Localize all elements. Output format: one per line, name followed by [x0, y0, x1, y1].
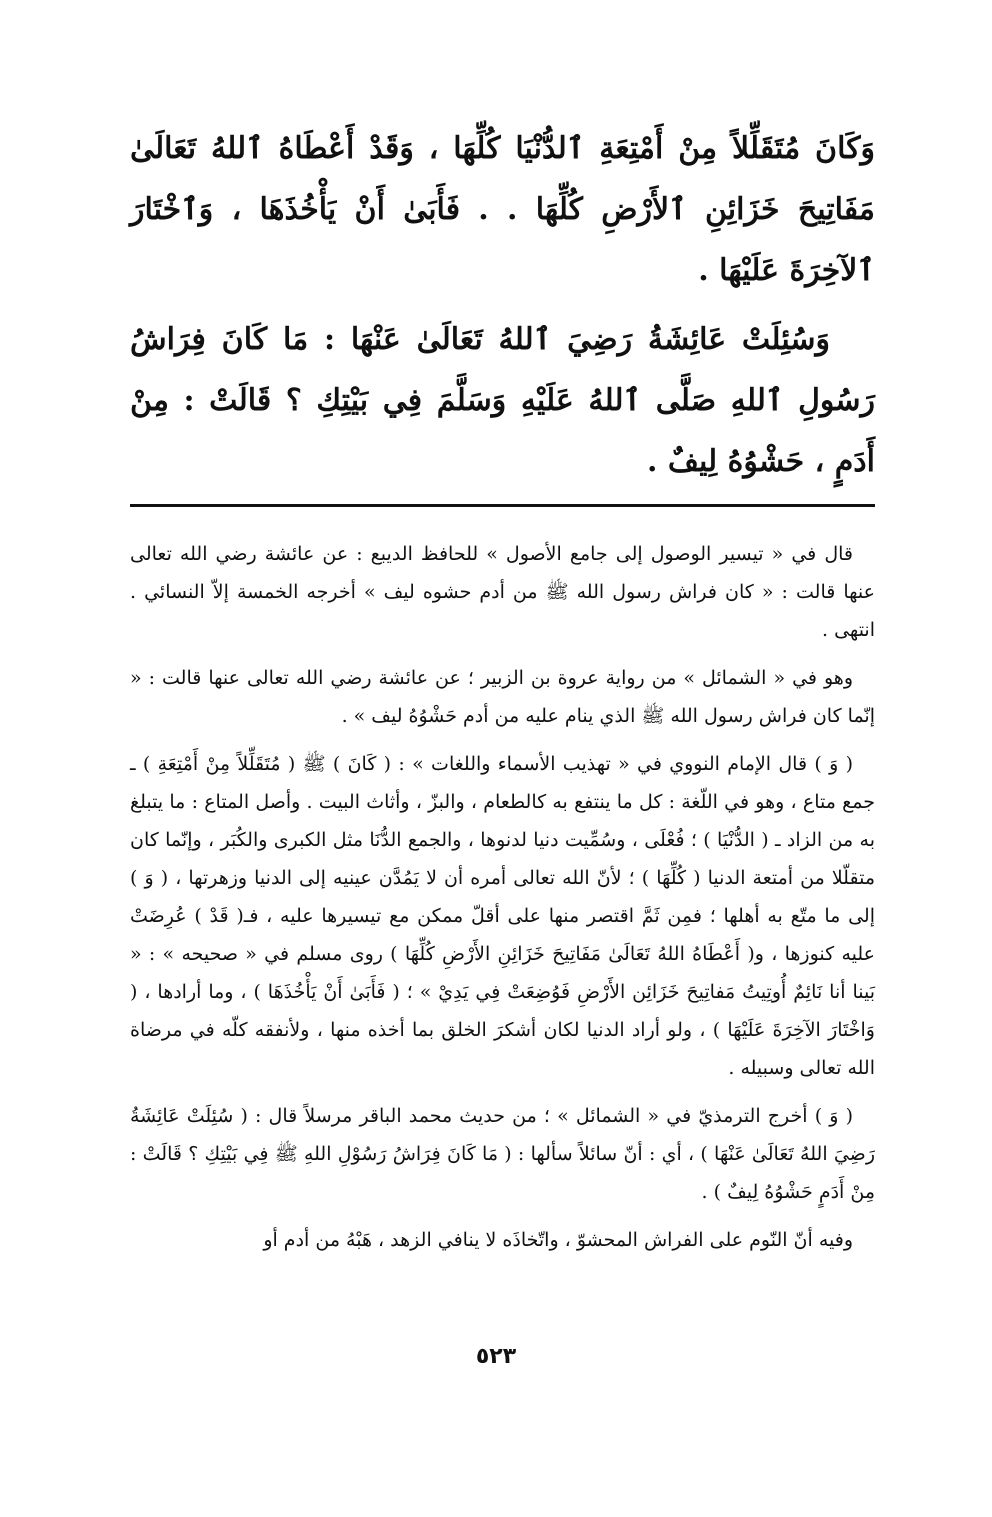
- commentary-paragraph-3: ( وَ ) قال الإمام النووي في « تهذيب الأسماء واللغات » : ( كَانَ ) ﷺ ( مُتَقَلِّلاً مِنْ أَمْتِعَةِ ) ـ جمع متاع ، وهو في اللّغة : كل ما ينتفع به كالطعام ، والبزّ ، وأثاث البيت . وأصل المتاع : ما يتبلغ به من الزاد ـ ( الدُّنْيَا ) ؛ فُعْلَى ، وسُمِّيت دنيا لدنوها ، والجمع الدُّنَا مثل الكبرى والكُبَر ، وإنّما كان متقلّلا من أمتعة الدنيا ( كُلِّهَا ) ؛ لأنّ الله تعالى أمره أن لا يَمُدَّن عينيه إلى الدنيا وزهرتها ، ( وَ ) إلى ما متّع به أهلها ؛ فمِن ثَمَّ اقتصر منها على أقلّ ممكن مع تيسيرها عليه ، فـ( قَدْ ) عُرِضَتْ عليه كنوزها ، و( أَعْطَاهُ اللهُ تَعَالَىٰ مَفَاتِيحَ خَزَائِنِ الأَرْضِ كُلِّهَا ) روى مسلم في « صحيحه » : « بَينا أنا نَائِمٌ أُوتِيتُ مَفاتِيحَ خَزَائِن الأَرْضِ فَوُضِعَتْ فِي يَدِيْ » ؛ ( فَأَبَىٰ أَنْ يَأْخُذَهَا ) ، وما أرادها ، ( وَاخْتَارَ الآخِرَةَ عَلَيْهَا ) ، ولو أراد الدنيا لكان أشكرَ الخلق بما أخذه منها ، ولأنفقه كلّه في مرضاة الله تعالى وسبيله .: [130, 753, 875, 1079]
- main-paragraph-1: وَكَانَ مُتَقَلِّلاً مِنْ أَمْتِعَةِ ٱلدُّنْيَا كُلِّهَا ، وَقَدْ أَعْطَاهُ ٱللهُ تَعَالَىٰ مَفَاتِيحَ خَزَائِنِ ٱلأَرْضِ كُلِّهَا . . فَأَبَىٰ أَنْ يَأْخُذَهَا ، وَٱخْتَارَ ٱلآخِرَةَ عَلَيْهَا .: [130, 131, 875, 288]
- commentary-paragraph-1: قال في « تيسير الوصول إلى جامع الأصول » للحافظ الديبع : عن عائشة رضي الله تعالى عنها قالت : « كان فراش رسول الله ﷺ من أدم حشوه ليف » أخرجه الخمسة إلاّ النسائي . انتهى .: [130, 543, 875, 641]
- page-number: ٥٢٣: [475, 1344, 517, 1369]
- commentary-section: [130, 535, 875, 1259]
- commentary-paragraph-5: وفيه أنّ النّوم على الفراش المحشوّ ، واتّخاذَه لا ينافي الزهد ، هَبْهُ من أدم أو: [263, 1229, 853, 1251]
- separator-rule: [130, 504, 875, 507]
- commentary-paragraph-2: وهو في « الشمائل » من رواية عروة بن الزبير ؛ عن عائشة رضي الله تعالى عنها قالت : « إنّما كان فراش رسول الله ﷺ الذي ينام عليه من أدم حَشْوُهُ ليف » .: [130, 667, 875, 727]
- commentary-paragraph-4: ( وَ ) أخرج الترمذيّ في « الشمائل » ؛ من حديث محمد الباقر مرسلاً قال : ( سُئِلَتْ عَائِشَةُ رَضِيَ اللهُ تَعَالَىٰ عَنْهَا ) ، أي : أنّ سائلاً سألها : ( مَا كَانَ فِرَاشُ رَسُوْلِ اللهِ ﷺ فِي بَيْتِكِ ؟ قَالَتْ : مِنْ أَدَمٍ حَشْوُهُ لِيفٌ ) .: [130, 1105, 875, 1203]
- main-text: [130, 118, 875, 492]
- main-paragraph-2: وَسُئِلَتْ عَائِشَةُ رَضِيَ ٱللهُ تَعَالَىٰ عَنْهَا : مَا كَانَ فِرَاشُ رَسُولِ ٱللهِ صَلَّى ٱللهُ عَلَيْهِ وَسَلَّمَ فِي بَيْتِكِ ؟ قَالَتْ : مِنْ أَدَمٍ ، حَشْوُهُ لِيفٌ .: [130, 322, 875, 479]
- page-content: [130, 118, 875, 1269]
